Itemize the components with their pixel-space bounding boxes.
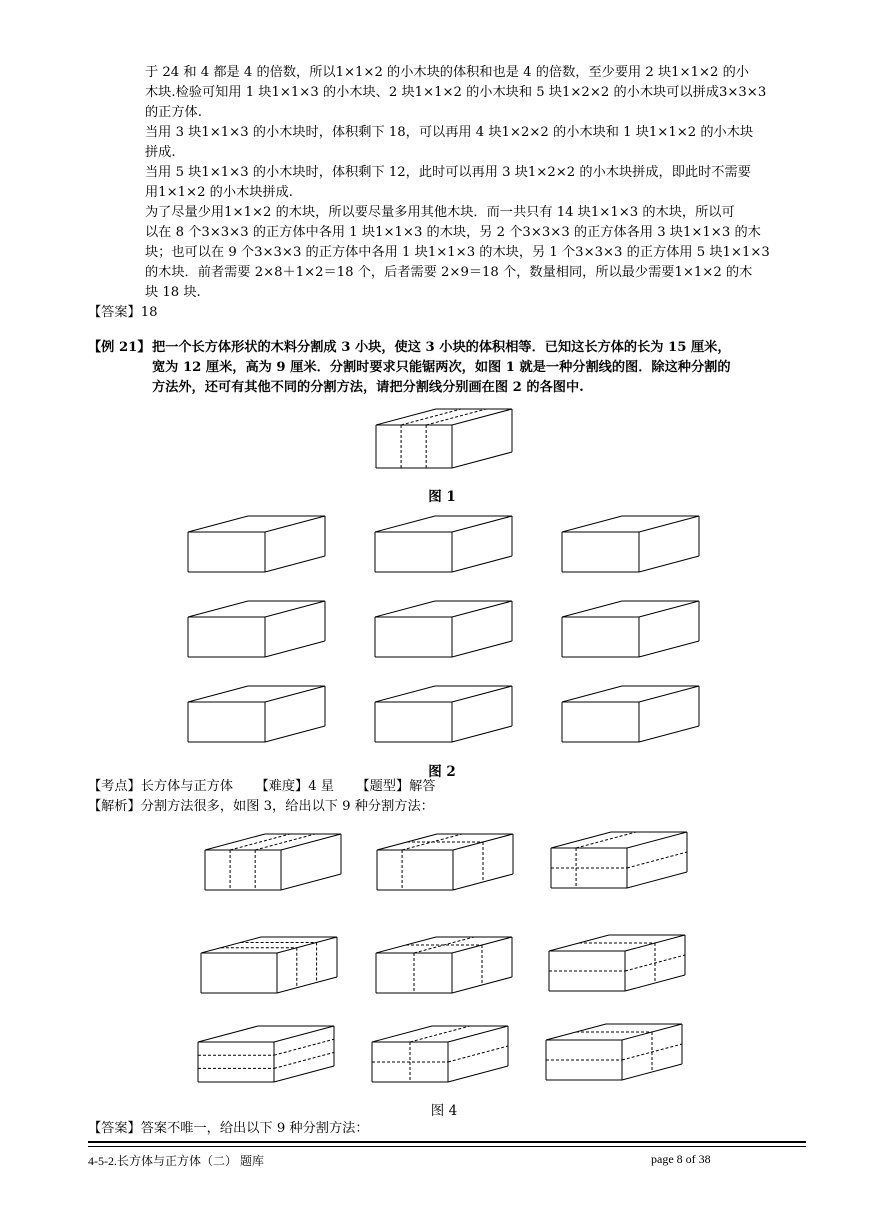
example-line: 把一个长方体形状的木料分割成 3 小块，使这 3 小块的体积相等．已知这长方体的长为 15 厘米， bbox=[152, 340, 731, 355]
kaodian-value: 长方体与正方体 bbox=[140, 779, 234, 794]
footer-rule-thin bbox=[88, 1146, 806, 1147]
analysis-text: 分割方法很多，如图 3，给出以下 9 种分割方法： bbox=[140, 799, 434, 814]
figure-4-box bbox=[376, 937, 512, 993]
figure-2-box bbox=[188, 516, 325, 572]
answer-2 bbox=[88, 1120, 369, 1138]
text-line: 木块.检验可知用 1 块1×1×3 的小木块、2 块1×1×2 的小木块和 5 块1×2×2 的小木块可以拼成3×3×3 bbox=[145, 85, 767, 100]
figure-2-box bbox=[375, 686, 512, 742]
answer-value: 18 bbox=[140, 305, 158, 320]
nandu-value: 4 星 bbox=[308, 779, 334, 794]
nandu-label: 【难度】 bbox=[255, 779, 309, 794]
footer-rule-thick bbox=[88, 1141, 806, 1143]
meta-line bbox=[88, 778, 436, 796]
analysis-label: 【解析】 bbox=[88, 799, 141, 814]
figure-4-box bbox=[205, 834, 341, 890]
figure-2-box bbox=[562, 601, 699, 657]
footer-right: page 8 of 38 bbox=[651, 1152, 711, 1166]
figure-2-box bbox=[562, 686, 699, 742]
figure-2-box bbox=[375, 601, 512, 657]
text-line: 当用 3 块1×1×3 的小木块时，体积剩下 18，可以再用 4 块1×2×2 的小木块和 1 块1×1×2 的小木块 bbox=[145, 125, 754, 140]
figure-2-box bbox=[562, 516, 699, 572]
text-line: 的木块．前者需要 2×8＋1×2＝18 个，后者需要 2×9＝18 个，数量相同，所以最少需要1×1×2 的木 bbox=[145, 265, 753, 280]
answer-label: 【答案】 bbox=[88, 305, 141, 320]
figure-1-caption: 图 1 bbox=[428, 489, 456, 505]
footer-left: 4-5-2.长方体与正方体（二） 题库 bbox=[88, 1154, 264, 1168]
text-line: 用1×1×2 的小木块拼成. bbox=[145, 185, 293, 200]
example-line: 方法外，还可有其他不同的分割方法，请把分割线分别画在图 2 的各图中. bbox=[152, 380, 584, 395]
figure-2-box bbox=[375, 516, 512, 572]
text-line: 为了尽量少用1×1×2 的木块，所以要尽量多用其他木块．而一共只有 14 块1×1×3 的木块，所以可 bbox=[145, 205, 735, 220]
figure-1-box bbox=[376, 409, 512, 468]
text-line: 于 24 和 4 都是 4 的倍数，所以1×1×2 的小木块的体积和也是 4 的倍数，至少要用 2 块1×1×2 的小 bbox=[145, 65, 749, 80]
answer-label: 【答案】 bbox=[88, 1121, 141, 1136]
figure-4-box bbox=[201, 937, 337, 993]
text-line: 拼成. bbox=[145, 145, 176, 160]
answer-text: 答案不唯一，给出以下 9 种分割方法： bbox=[140, 1121, 369, 1136]
figure-2-caption: 图 2 bbox=[428, 764, 456, 780]
analysis bbox=[88, 798, 434, 816]
text-line: 的正方体. bbox=[145, 105, 202, 120]
tixing-value: 解答 bbox=[409, 779, 436, 794]
kaodian-label: 【考点】 bbox=[88, 779, 141, 794]
figure-4-box bbox=[198, 1026, 334, 1082]
figure-2-box bbox=[188, 686, 325, 742]
tixing-label: 【题型】 bbox=[356, 779, 410, 794]
figure-2-box bbox=[188, 601, 325, 657]
text-line: 当用 5 块1×1×3 的小木块时，体积剩下 12，此时可以再用 3 块1×2×2 的小木块拼成，即此时不需要 bbox=[145, 165, 751, 180]
text-line: 以在 8 个3×3×3 的正方体中各用 1 块1×1×3 的木块，另 2 个3×3×3 的正方体各用 3 块1×1×3 的木 bbox=[145, 225, 761, 240]
example-label: 【例 21】 bbox=[88, 340, 151, 355]
figure-4-caption: 图 4 bbox=[430, 1103, 458, 1119]
example-line: 宽为 12 厘米，高为 9 厘米．分割时要求只能锯两次，如图 1 就是一种分割线的图．除这种分割的 bbox=[152, 360, 731, 375]
text-line: 块 18 块. bbox=[145, 285, 201, 300]
figure-4-box bbox=[377, 834, 513, 890]
figure-4-box bbox=[546, 1024, 682, 1080]
text-line: 块；也可以在 9 个3×3×3 的正方体中各用 1 块1×1×3 的木块，另 1 个3×3×3 的正方体用 5 块1×1×3 bbox=[145, 245, 770, 260]
figure-4-box bbox=[372, 1026, 508, 1082]
figure-4-box bbox=[549, 935, 685, 991]
figure-4-box bbox=[551, 832, 687, 888]
